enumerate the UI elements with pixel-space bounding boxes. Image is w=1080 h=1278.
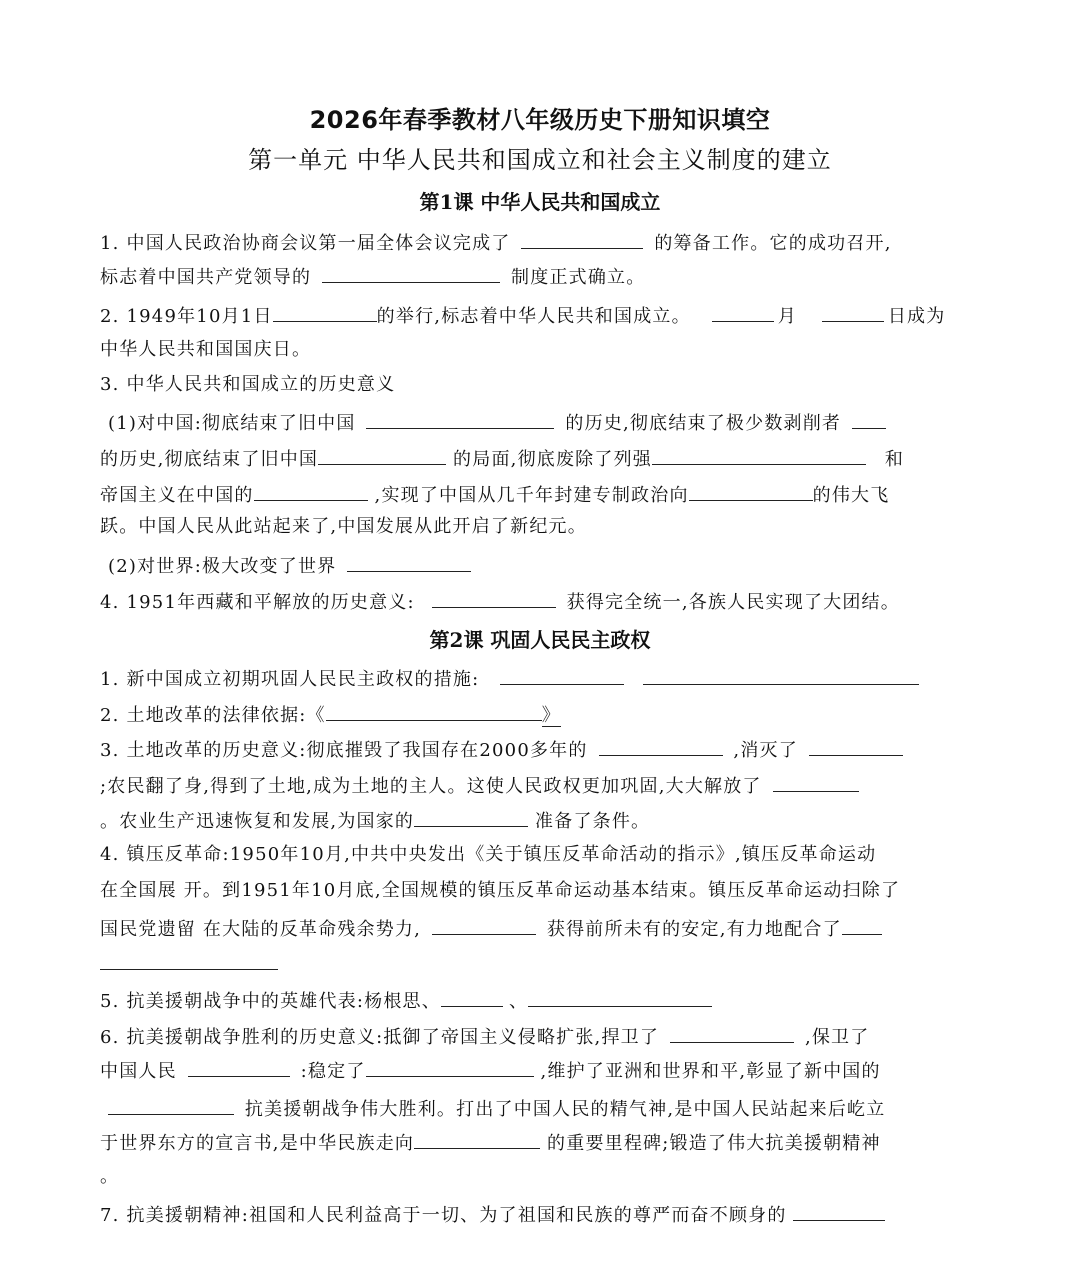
l2-q6-line4 [100,1126,980,1156]
blank[interactable] [322,260,500,283]
l2-q5 [100,984,980,1014]
text: 帝国主义在中国的 [100,485,254,506]
blank[interactable] [326,698,542,721]
l2-q1 [100,662,980,692]
l2-q4-line1: 4. 镇压反革命:1950年10月,中共中央发出《关于镇压反革命活动的指示》,镇压反革命运动 [100,844,877,865]
l2-q3-line1 [100,733,980,763]
text: 1. 中国人民政治协商会议第一届全体会议完成了 [100,233,511,254]
blank[interactable] [432,585,556,608]
text: 获得完全统一,各族人民实现了大团结。 [566,592,900,613]
text: 月 [777,306,797,327]
blank[interactable] [318,442,446,465]
blank[interactable] [652,442,866,465]
l2-q6-line5: 。 [100,1166,120,1187]
text: 的举行,标志着中华人民共和国成立。 [376,306,691,327]
text: 3. 土地改革的历史意义:彻底摧毁了我国存在2000多年的 [100,740,588,761]
l2-q3-line2 [100,769,980,799]
blank[interactable] [842,912,882,935]
blank[interactable] [366,1054,534,1077]
text: 标志着中国共产党领导的 [100,267,312,288]
blank[interactable] [521,226,643,249]
text: 的局面,彻底废除了列强 [453,449,652,470]
blank[interactable] [822,299,884,322]
text: (2)对世界:极大改变了世界 [108,556,337,577]
blank[interactable] [273,299,377,322]
text: 1. 新中国成立初期巩固人民民主政权的措施: [100,669,480,690]
text: ,维护了亚洲和世界和平,彰显了新中国的 [540,1061,881,1082]
blank[interactable] [793,1198,885,1221]
text: 和 [884,449,905,470]
text: 获得前所未有的安定,有力地配合了 [546,919,842,940]
text: (1)对中国:彻底结束了旧中国 [108,413,356,434]
l1-q2-line1 [100,299,980,329]
text: :稳定了 [300,1061,366,1082]
text: 准备了条件。 [535,811,651,832]
text: 、 [508,991,529,1012]
blank[interactable] [108,1092,234,1115]
blank[interactable] [643,662,919,685]
l2-q3-line3 [100,804,980,834]
blank[interactable] [347,549,471,572]
text: 的重要里程碑;锻造了伟大抗美援朝精神 [547,1133,881,1154]
text: 的筹备工作。它的成功召开, [654,233,892,254]
blank[interactable] [414,804,528,827]
l1-q3-1-line3 [100,478,980,508]
l2-q7 [100,1198,980,1228]
blank[interactable] [599,733,723,756]
text: 于世界东方的宣言书,是中华民族走向 [100,1133,415,1154]
blank[interactable] [809,733,903,756]
text: 日成为 [887,306,946,327]
text: ,实现了中国从几千年封建专制政治向 [374,485,689,506]
text: 》 [541,705,561,726]
blank[interactable] [254,478,368,501]
answer-line[interactable] [100,969,278,970]
text: ,保卫了 [804,1027,870,1048]
text: ;农民翻了身,得到了土地,成为土地的主人。这使人民政权更加巩固,大大解放了 [100,776,762,797]
text: ,消灭了 [733,740,798,761]
text: 的历史,彻底结束了旧中国 [100,449,319,470]
blank[interactable] [852,406,886,429]
text: 的伟大飞 [812,485,890,506]
l1-q1-line1 [100,226,980,256]
text: 中国人民 [100,1061,177,1082]
l1-q3-1-line2 [100,442,980,472]
l1-q2-line2: 中华人民共和国国庆日。 [100,339,312,360]
page-title: 2026年春季教材八年级历史下册知识填空 [309,106,771,134]
l1-q1-line2 [100,260,980,290]
l1-q3-1-line4: 跃。中国人民从此站起来了,中国发展从此开启了新纪元。 [100,516,587,537]
blank[interactable] [188,1054,290,1077]
text: 5. 抗美援朝战争中的英雄代表:杨根思、 [100,991,441,1012]
l2-q6-line1 [100,1020,980,1050]
blank[interactable] [500,662,624,685]
l1-q4 [100,585,980,615]
text: 6. 抗美援朝战争胜利的历史意义:抵御了帝国主义侵略扩张,捍卫了 [100,1027,660,1048]
blank[interactable] [414,1126,540,1149]
blank[interactable] [366,406,554,429]
text: 制度正式确立。 [511,267,646,288]
text: 7. 抗美援朝精神:祖国和人民利益高于一切、为了祖国和民族的尊严而奋不顾身的 [100,1205,787,1226]
blank[interactable] [689,478,813,501]
l1-q3-2 [108,549,980,579]
text: 的历史,彻底结束了极少数剥削者 [565,413,842,434]
blank[interactable] [432,912,536,935]
l1-q3: 3. 中华人民共和国成立的历史意义 [100,374,396,395]
l2-q2 [100,698,980,728]
text: 4. 1951年西藏和平解放的历史意义: [100,592,415,613]
blank[interactable] [712,299,774,322]
l1-q3-1-line1 [108,406,980,436]
l2-q6-line3 [100,1092,980,1122]
blank[interactable] [441,984,503,1007]
l2-q6-line2 [100,1054,980,1084]
text: 2. 土地改革的法律依据:《 [100,705,326,726]
text: 2. 1949年10月1日 [100,306,273,327]
lesson-1-heading: 第1课 中华人民共和国成立 [419,190,661,214]
text: 抗美援朝战争伟大胜利。打出了中国人民的精气神,是中国人民站起来后屹立 [244,1099,886,1120]
text: 。农业生产迅速恢复和发展,为国家的 [100,811,415,832]
text: 国民党遗留 在大陆的反革命残余势力, [100,919,422,940]
blank[interactable] [670,1020,794,1043]
blank[interactable] [528,984,712,1007]
l2-q4-line2: 在全国展 开。到1951年10月底,全国规模的镇压反革命运动基本结束。镇压反革命运动扫除了 [100,880,901,901]
lesson-2-heading: 第2课 巩固人民民主政权 [429,628,651,652]
unit-title: 第一单元 中华人民共和国成立和社会主义制度的建立 [248,146,832,174]
l2-q4-line3 [100,912,980,942]
blank[interactable] [773,769,859,792]
